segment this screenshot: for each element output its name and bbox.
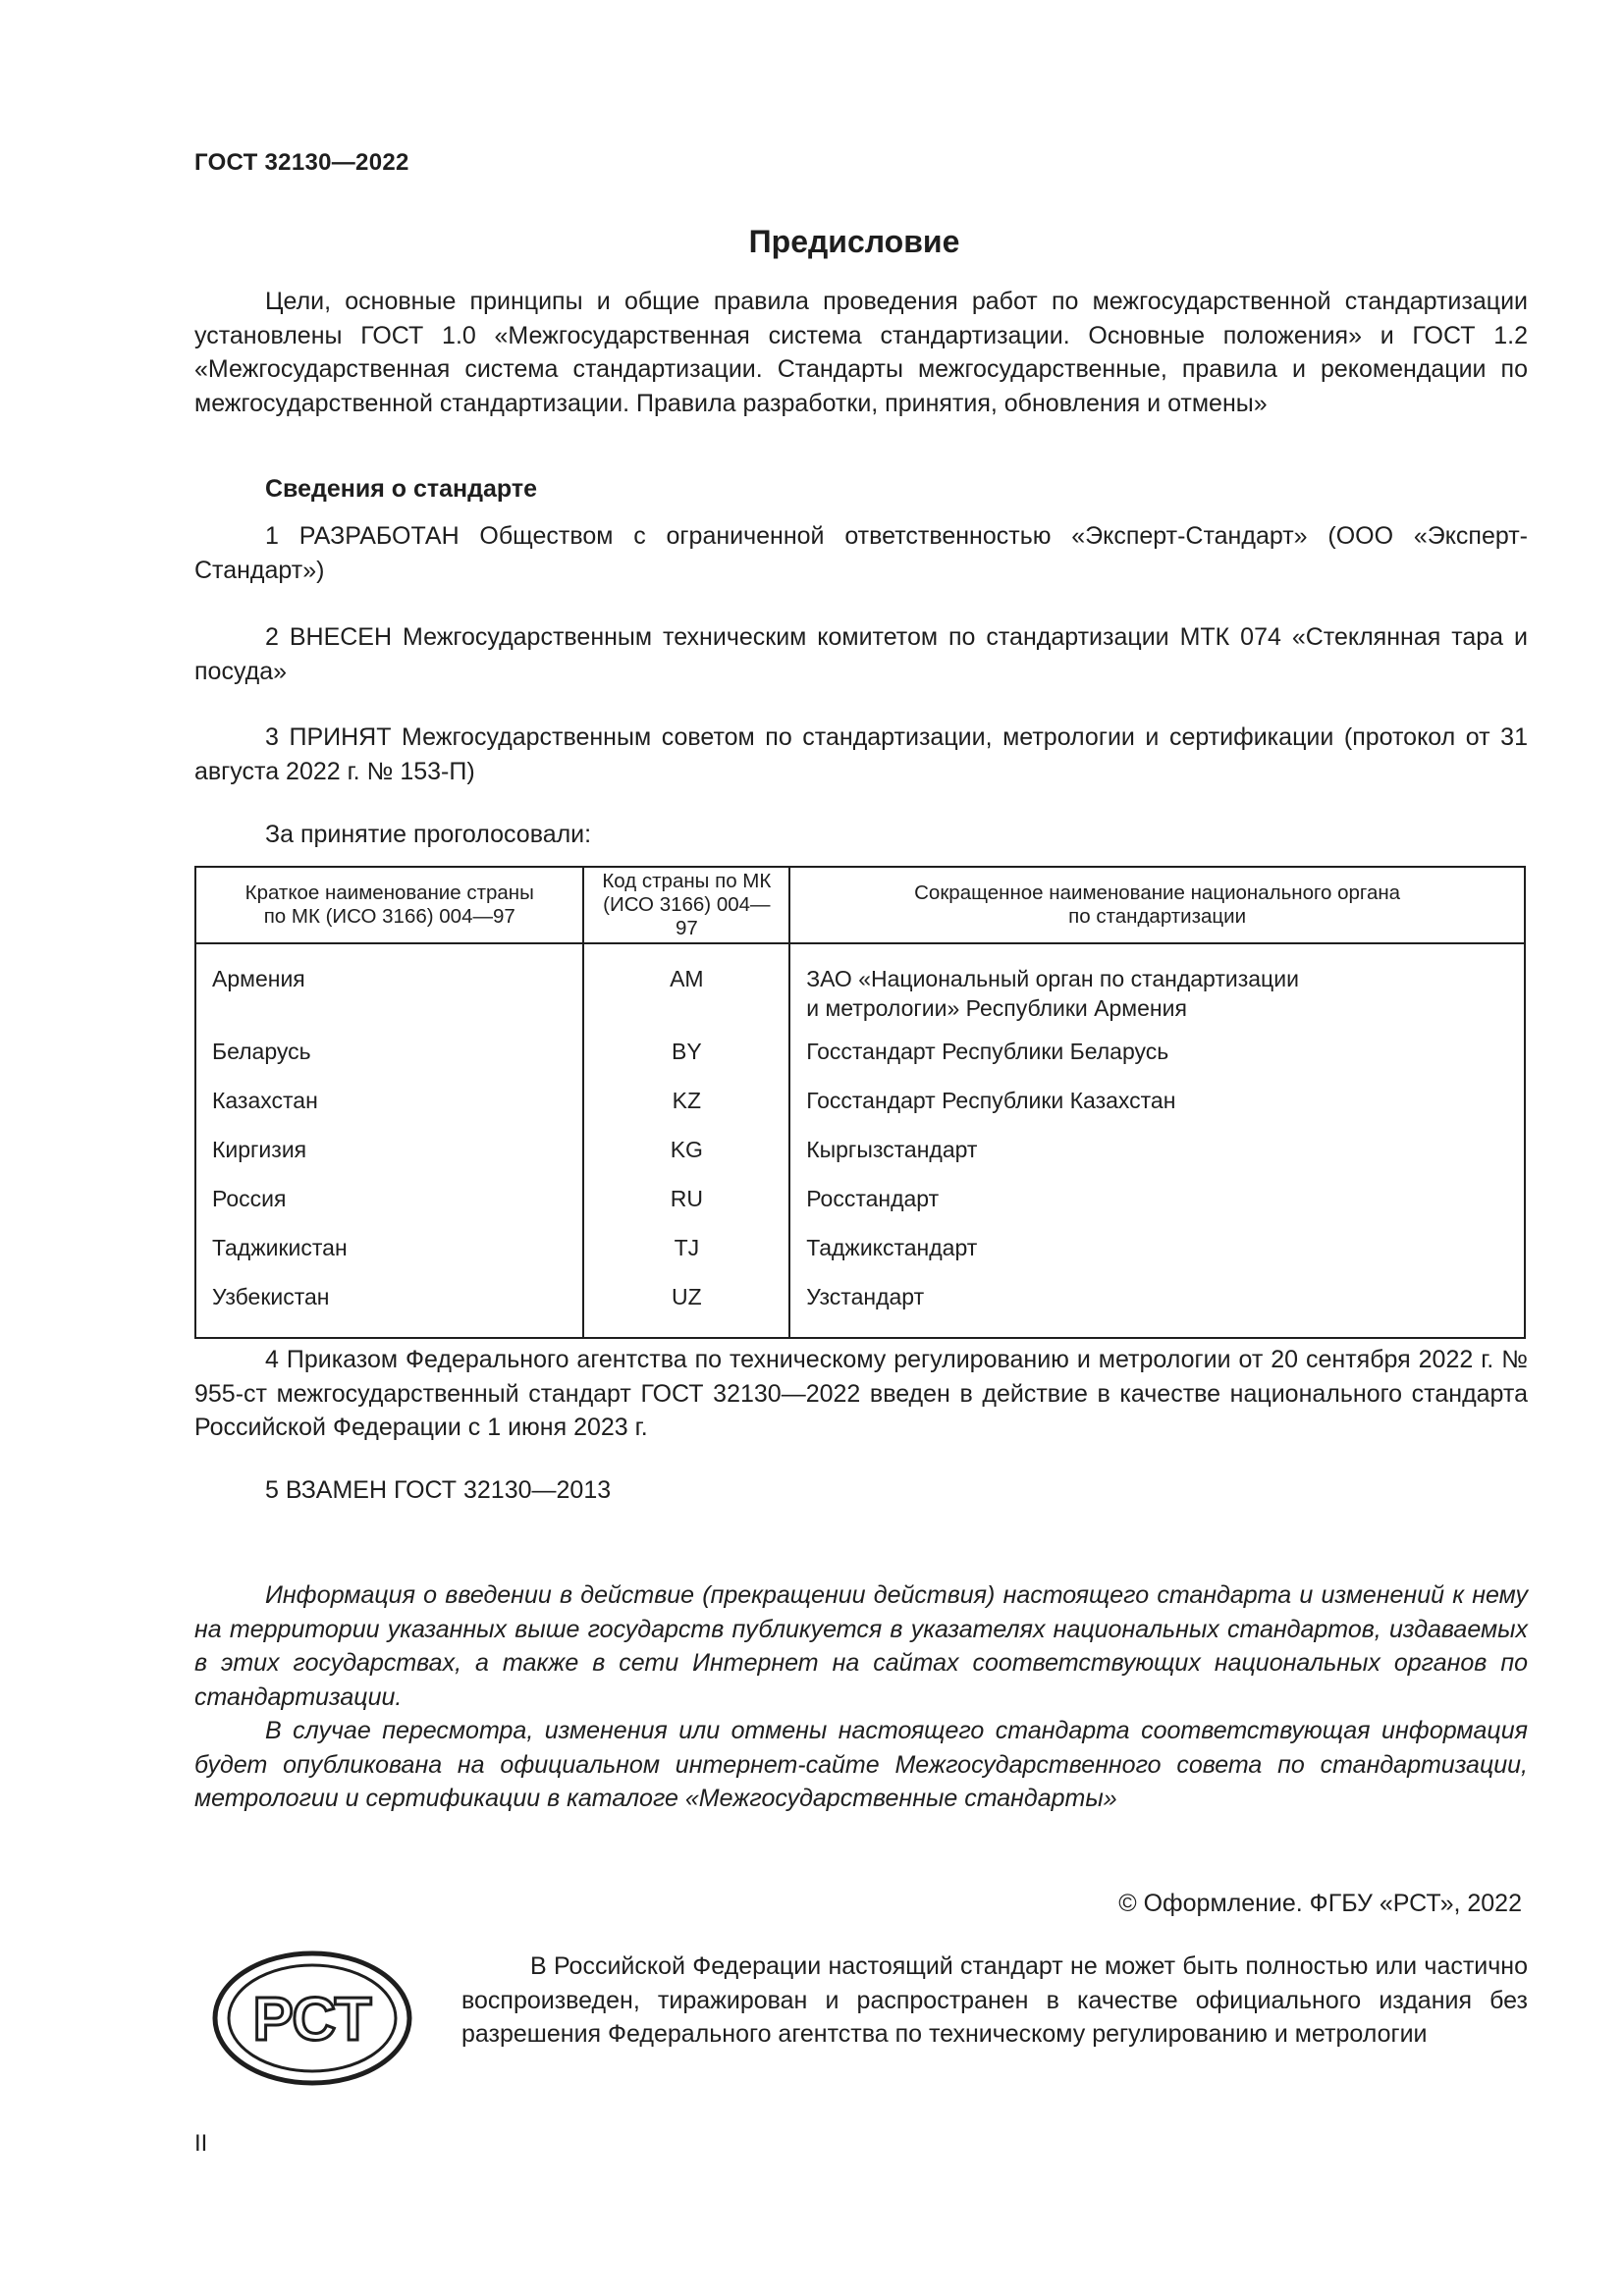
member-states-table <box>194 866 1526 1339</box>
paragraph-text: Цели, основные принципы и общие правила проведения работ по межгосударственной стандартизации установлены ГОСТ 1.0 «Межгосударственная система стандартизации. Основные положения» и ГОСТ 1.2 «Межгосударственная система стандартизации. Стандарты межгосударственные, правила и рекомендации по межгосударственной стандартизации. Правила разработки, принятия, обновления и отмены» <box>194 288 1528 417</box>
item-adopted <box>194 721 1528 788</box>
table-row <box>195 1233 1525 1282</box>
code-cell: AM <box>583 943 789 1023</box>
table-row <box>195 1086 1525 1135</box>
country-cell: Беларусь <box>195 1023 583 1086</box>
country-cell: Россия <box>195 1184 583 1233</box>
logo-text: РСТ <box>252 1986 372 2054</box>
intro-paragraph <box>194 285 1528 420</box>
table-row <box>195 943 1525 1023</box>
item-developed <box>194 519 1528 587</box>
rst-mark-icon <box>212 1949 412 2087</box>
body-cell: Госстандарт Республики Казахстан <box>789 1086 1525 1135</box>
code-cell: RU <box>583 1184 789 1233</box>
country-cell: Казахстан <box>195 1086 583 1135</box>
code-cell: KZ <box>583 1086 789 1135</box>
code-cell: UZ <box>583 1282 789 1338</box>
paragraph-text: В Российской Федерации настоящий стандарт не может быть полностью или частично воспроизведен, тиражирован и распространен в качестве официального издания без разрешения Федерального агентства по техническому регулированию и метрологии <box>461 1952 1528 2048</box>
copyright-line: © Оформление. ФГБУ «РСТ», 2022 <box>1118 1890 1522 1917</box>
document-code: ГОСТ 32130—2022 <box>194 149 409 176</box>
code-cell: BY <box>583 1023 789 1086</box>
body-cell: ЗАО «Национальный орган по стандартизации и метрологии» Республики Армения <box>789 943 1525 1023</box>
body-cell: Госстандарт Республики Беларусь <box>789 1023 1525 1086</box>
item-replaces: 5 ВЗАМЕН ГОСТ 32130—2013 <box>265 1476 612 1504</box>
table-row <box>195 1282 1525 1338</box>
page-title: Предисловие <box>748 224 960 259</box>
country-cell: Киргизия <box>195 1135 583 1184</box>
item-introduced <box>194 620 1528 688</box>
vote-caption: За принятие проголосовали: <box>265 821 592 848</box>
copyright-notice <box>461 1949 1528 2052</box>
paragraph-text: 3 ПРИНЯТ Межгосударственным советом по стандартизации, метрологии и сертификации (протокол от 31 августа 2022 г. № 153-П) <box>194 723 1528 785</box>
table-row <box>195 1184 1525 1233</box>
item-order <box>194 1343 1528 1445</box>
table-row <box>195 1023 1525 1086</box>
body-cell: Росстандарт <box>789 1184 1525 1233</box>
paragraph-text: В случае пересмотра, изменения или отмены настоящего стандарта соответствующая информация будет опубликована на официальном интернет-сайте Межгосударственного совета по стандартизации, метрологии и сертификации в каталоге «Межгосударственные стандарты» <box>194 1717 1528 1812</box>
paragraph-text: 4 Приказом Федерального агентства по техническому регулированию и метрологии от 20 сентября 2022 г. № 955-ст межгосударственный стандарт ГОСТ 32130—2022 введен в действие в качестве национального стандарта Российской Федерации с 1 июня 2023 г. <box>194 1346 1528 1441</box>
body-cell: Таджикстандарт <box>789 1233 1525 1282</box>
body-cell: Кыргызстандарт <box>789 1135 1525 1184</box>
column-header-body: Сокращенное наименование национального органа по стандартизации <box>789 867 1525 943</box>
table-header-row <box>195 867 1525 943</box>
paragraph-text: Информация о введении в действие (прекращении действия) настоящего стандарта и изменений к нему на территории указанных выше государств публикуется в указателях национальных стандартов, издаваемых в этих государствах, а также в сети Интернет на сайтах соответствующих национальных органов по стандартизации. <box>194 1581 1528 1711</box>
table-row <box>195 1135 1525 1184</box>
code-cell: TJ <box>583 1233 789 1282</box>
paragraph-text: 2 ВНЕСЕН Межгосударственным техническим комитетом по стандартизации МТК 074 «Стеклянная тара и посуда» <box>194 623 1528 685</box>
section-title: Сведения о стандарте <box>265 475 538 503</box>
country-cell: Армения <box>195 943 583 1023</box>
column-header-country: Краткое наименование страны по МК (ИСО 3166) 004—97 <box>195 867 583 943</box>
body-cell: Узстандарт <box>789 1282 1525 1338</box>
country-cell: Таджикистан <box>195 1233 583 1282</box>
code-cell: KG <box>583 1135 789 1184</box>
info-notice <box>194 1578 1528 1816</box>
country-cell: Узбекистан <box>195 1282 583 1338</box>
column-header-code: Код страны по МК (ИСО 3166) 004—97 <box>583 867 789 943</box>
paragraph-text: 1 РАЗРАБОТАН Обществом с ограниченной ответственностью «Эксперт-Стандарт» (ООО «Эксперт-Стандарт») <box>194 522 1528 584</box>
page-number: II <box>194 2130 208 2157</box>
